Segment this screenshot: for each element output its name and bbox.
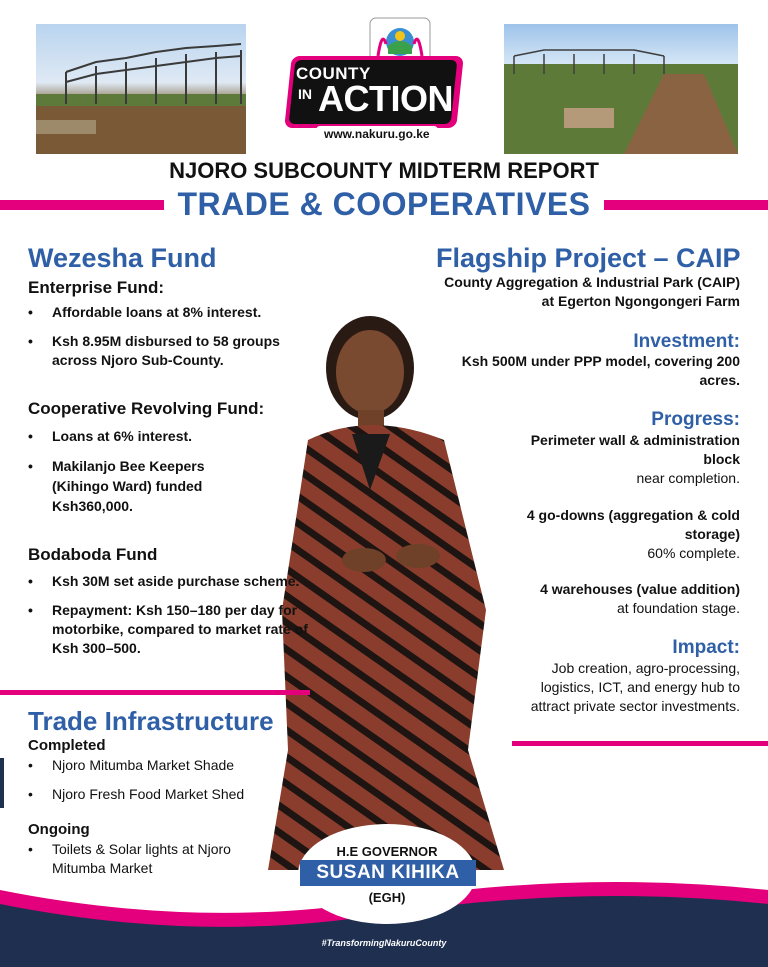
investment-text	[410, 352, 740, 390]
enterprise-fund-heading: Enterprise Fund:	[28, 278, 165, 297]
project-description	[380, 273, 740, 311]
list-item: • Njoro Mitumba Market Shade	[28, 756, 288, 775]
list-item: • Toilets & Solar lights at Njoro Mitumba Market	[28, 840, 268, 878]
impact-text	[490, 659, 740, 716]
construction-photo-left	[36, 24, 246, 154]
impact-heading: Impact:	[672, 637, 740, 658]
progress-item-1	[490, 431, 740, 488]
list-item: • Affordable loans at 8% interest.	[28, 303, 318, 322]
flagship-project-heading: Flagship Project – CAIP	[436, 243, 741, 273]
website-url: www.nakuru.go.ke	[316, 126, 438, 142]
revolving-fund-list	[28, 426, 240, 526]
construction-photo-right	[504, 24, 738, 154]
ongoing-label: Ongoing	[28, 821, 90, 838]
governor-title: H.E GOVERNOR	[336, 844, 438, 859]
impact-line: attract private sector investments.	[530, 698, 740, 714]
progress-line: 4 go-downs (aggregation & cold	[526, 507, 740, 523]
footer-hashtag: #TransformingNakuruCounty	[321, 938, 447, 948]
progress-item-2	[490, 506, 740, 563]
left-accent-bar	[0, 758, 4, 808]
impact-line: Job creation, agro-processing,	[551, 660, 740, 676]
impact-line: logistics, ICT, and energy hub to	[540, 679, 740, 695]
governor-name: SUSAN KIHIKA	[316, 862, 460, 883]
completed-label: Completed	[28, 737, 106, 754]
divider-right	[512, 741, 768, 746]
list-item: • Loans at 6% interest.	[28, 426, 240, 446]
progress-item-3	[490, 580, 740, 618]
progress-line: at foundation stage.	[617, 600, 740, 616]
progress-line: storage)	[684, 526, 740, 542]
report-title: NJORO SUBCOUNTY MIDTERM REPORT	[169, 158, 599, 183]
list-item: • Njoro Fresh Food Market Shed	[28, 785, 288, 804]
progress-line: block	[703, 451, 740, 467]
progress-heading: Progress:	[651, 409, 740, 430]
logo-text-action: ACTION	[318, 78, 453, 119]
cooperative-revolving-fund-heading: Cooperative Revolving Fund:	[28, 399, 265, 418]
project-line: County Aggregation & Industrial Park (CAIP)	[444, 274, 740, 290]
list-item: • Repayment: Ksh 150–180 per day for motorbike, compared to market rate of Ksh 300–500.	[28, 601, 312, 658]
progress-line: Perimeter wall & administration	[530, 432, 740, 448]
wezesha-fund-heading: Wezesha Fund	[28, 243, 217, 273]
governor-suffix: (EGH)	[368, 890, 406, 905]
section-title: TRADE & COOPERATIVES	[177, 186, 591, 222]
list-item: • Ksh 30M set aside purchase scheme.	[28, 572, 312, 591]
investment-line: acres.	[699, 372, 740, 388]
list-item: • Ksh 8.95M disbursed to 58 groups across Njoro Sub-County.	[28, 332, 318, 370]
progress-line: near completion.	[636, 470, 740, 486]
logo-text-in: IN	[298, 86, 312, 102]
progress-line: 4 warehouses (value addition)	[540, 581, 740, 597]
bodaboda-fund-list	[28, 572, 312, 668]
enterprise-fund-list	[28, 303, 318, 380]
investment-heading: Investment:	[633, 331, 740, 352]
progress-line: 60% complete.	[647, 545, 740, 561]
completed-list	[28, 756, 288, 814]
logo-text-county: COUNTY	[296, 64, 371, 83]
investment-line: Ksh 500M under PPP model, covering 200	[461, 353, 740, 369]
project-line: at Egerton Ngongongeri Farm	[541, 293, 740, 309]
list-item: • Makilanjo Bee Keepers (Kihingo Ward) funded Ksh360,000.	[28, 456, 240, 516]
trade-infrastructure-heading: Trade Infrastructure	[28, 706, 274, 736]
bodaboda-fund-heading: Bodaboda Fund	[28, 545, 158, 564]
divider-left	[0, 690, 310, 695]
county-in-action-logo	[288, 16, 464, 144]
